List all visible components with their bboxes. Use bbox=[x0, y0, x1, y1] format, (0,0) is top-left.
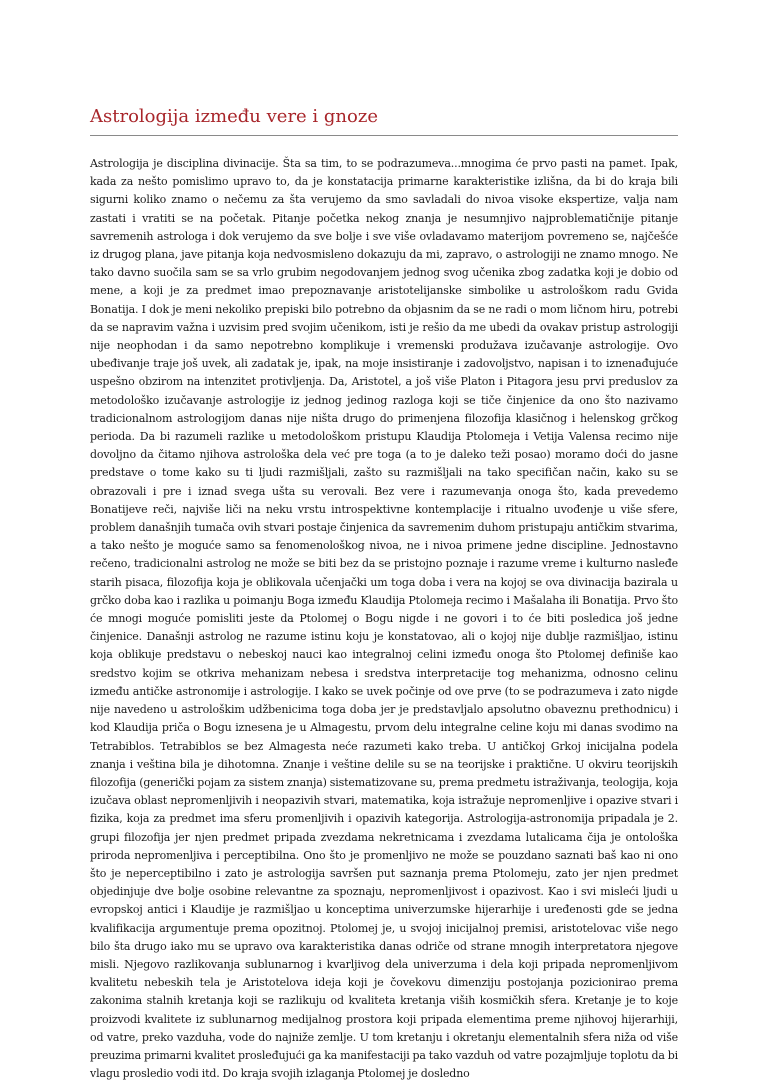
title-divider bbox=[90, 135, 678, 136]
document-title: Astrologija između vere i gnoze bbox=[90, 106, 378, 127]
document-page bbox=[90, 0, 678, 1081]
body-paragraph: Astrologija je disciplina divinacije. Šta sa tim, to se podrazumeva...mnogima će prvo pasti na pamet. Ipak, kada za nešto pomislimo upravo to, da je konstatacija primarne karakteristike izlišna, da bi do kraja bili sigurni koliko znamo o nečemu za šta verujemo da smo savladali do nivoa visoke ekspertize, valja nam zastati i vratiti se na početak. Pitanje početka nekog znanja je nesumnjivo najproblematičnije pitanje savremenih astrologa i dok verujemo da sve bolje i sve više ovladavamo materijom povremeno se, najčešće iz drugog plana, jave pitanja koja nedvosmisleno dokazuju da mi, zapravo, o astrologiji ne znamo mnogo. Ne tako davno suočila sam se sa vrlo grubim negodovanjem jednog svog učenika zbog zadatka koji je dobio od mene, a koji je za predmet imao prepoznavanje aristotelijanske simbolike u astrološkom radu Gvida Bonatija. I dok je meni nekoliko prepiski bilo potrebno da objasnim da se ne radi o mom ličnom hiru, potrebi da se napravim važna i uzvisim pred svojim učenikom, isti je rešio da me ubedi da ovakav pristup astrologiji nije neophodan i da samo nepotrebno komplikuje i vremenski produžava izučavanje astrologije. Ovo ubeđivanje traje još uvek, ali zadatak je, ipak, na moje insistiranje i zadovoljstvo, napisan i to iznenađujuće uspešno obzirom na intenzitet protivljenja. Da, Aristotel, a još više Platon i Pitagora jesu prvi preduslov za metodološko izučavanje astrologije iz jednog jedinog razloga koji se tiče činjenice da ono što nazivamo tradicionalnom astrologijom danas nije ništa drugo do primenjena filozofija klasičnog i helenskog grčkog perioda. Da bi razumeli razlike u metodološkom pristupu Klaudija Ptolomeja i Vetija Valensa recimo nije dovoljno da čitamo njihova astrološka dela već pre toga (a to je daleko teži posao) moramo doći do jasne predstave o tome kako su ti ljudi razmišljali, zašto su razmišljali na tako specifičan način, kako su se obrazovali i pre i iznad svega ušta su verovali. Bez vere i razumevanja onoga što, kada prevedemo Bonatijeve reči, najviše liči na neku vrstu introspektivne kontemplacije i ritualno uvođenje u više sfere, problem današnjih tumača ovih stvari postaje činjenica da savremenim duhom pristupaju antičkim stvarima, a tako nešto je moguće samo sa fenomenološkog nivoa, ne i nivoa primene jedne discipline. Jednostavno rečeno, tradicionalni astrolog ne može se biti bez da se pristojno poznaje i razume vreme i kulturno nasleđe starih pisaca, filozofija koja je oblikovala učenjački um toga doba i vera na kojoj se ova divinacija bazirala u grčko doba kao i razlika u poimanju Boga između Klaudija Ptolomeja recimo i Mašalaha ili Bonatija. Prvo što će mnogi moguće pomisliti jeste da Ptolomej o Bogu nigde i ne govori i to će biti posledica još jedne činjenice. Današnji astrolog ne razume istinu koju je konstatovao, ali o kojoj nije dublje razmišljao, istinu koja oblikuje predstavu o nebeskoj nauci kao integralnoj celini između onoga što Ptolomej definiše kao sredstvo kojim se otkriva mehanizam nebesa i sredstva interpretacije tog mehanizma, odnosno celinu između antičke astronomije i astrologije. I kako se uvek počinje od ove prve (to se podrazumeva i zato nigde nije navedeno u astrološkim udžbenicima toga doba jer je predstavljalo apsolutno obaveznu prethodnicu) i kod Klaudija priča o Bogu iznesena je u Almagestu, prvom delu integralne celine koju mi danas svodimo na Tetrabiblos. Tetrabiblos se bez Almagesta neće razumeti kako treba. U antičkoj Grkoj inicijalna podela znanja i veština bila je dihotomna. Znanje i veštine delile su se na teorijske i praktične. U okviru teorijskih filozofija (generički pojam za sistem znanja) sistematizovane su, prema predmetu istraživanja, teologija, koja izučava oblast nepromenljivih i neopazivih stvari, matematika, koja istražuje nepromenljive i opazive stvari i fizika, koja za predmet ima sferu promenljivih i opazivih kategorija. Astrologija-astronomija pripadala je 2. grupi filozofija jer njen predmet pripada zvezdama nekretnicama i zvezdama lutalicama čija je ontološka priroda nepromenljiva i perceptibilna. Ono što je promenljivo ne može se pouzdano saznati baš kao ni ono što je neperceptibilno i zato je astrologija savršen put saznanja prema Ptolomeju, zato jer njen predmet objedinjuje dve bolje osobine relevantne za spoznaju, nepromenljivost i opazivost. Kao i svi mislеći ljudi u evropskoj antici i Klaudije je razmišljao u konceptima univerzumske hijerarhije i uređenosti gde se jedna kvalifikacija argumentuje prema opozitnoj. Ptolomej je, u svojoj inicijalnoj premisi, aristotelovac više nego bilo šta drugo iako mu se upravo ova karakteristika danas odriče od strane mnogih interpretatora njegove misli. Njegovo razlikovanja sublunarnog i kvarljivog dela univerzuma i dela koji pripada nepromenljivom kvalitetu nebeskih tela je Aristotelova ideja koji je čovekovu dimenziju postojanja pozicionirao prema zakonima stalnih kretanja koji se razlikuju od kvaliteta kretanja viših kosmičkih sfera. Kretanje je to koje proizvodi kvalitete iz sublunarnog medijalnog prostora koji pripada elementima preme njihovoj hijerarhiji, od vatre, preko vazduha, vode do najniže zemlje. U tom kretanju i okretanju elementalnih sfera niža od više preuzima primarni kvalitet prosleđujući ga ka manifestaciji pa tako vazduh od vatre pozajmljuje toplotu da bi vlagu prosledio vodi itd. Do kraja svojih izlaganja Ptolomej je dosledno bbox=[90, 157, 678, 1081]
